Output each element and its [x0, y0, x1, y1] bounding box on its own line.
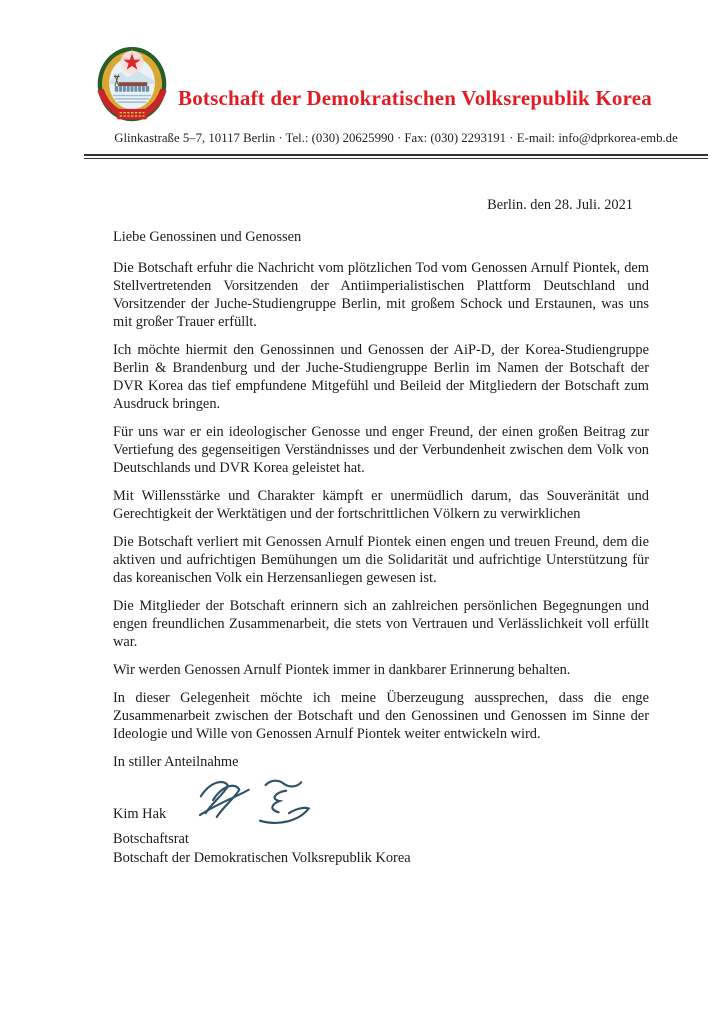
paragraph: Ich möchte hiermit den Genossinnen und Genossen der AiP-D, der Korea-Studiengruppe Berlin & Brandenburg und der Juche-Studiengruppe Berlin im Namen der Botschaft der DVR Korea das tief empfundene Mitgefühl und Beileid der Mitgliedern der Botschaft zum Ausdruck bringen. — [113, 342, 649, 412]
paragraph: Für uns war er ein ideologischer Genosse und enger Freund, der einen großen Beitrag zur Vertiefung des gegenseitigen Verständnisses und der Verbundenheit zwischen dem Volk von Deutschlands und DVR Korea geleistet hat. — [113, 424, 649, 476]
letterhead-divider — [84, 154, 708, 159]
paragraph: Die Mitglieder der Botschaft erinnern sich an zahlreichen persönlichen Begegnungen und engen freundlichen Zusammenarbeit, die stets von Vertrauen und Verlässlichkeit voll erfüllt war. — [113, 598, 649, 650]
paragraph: Die Botschaft erfuhr die Nachricht vom plötzlichen Tod vom Genossen Arnulf Piontek, dem Stellvertretenden Vorsitzenden der Antiimperialistischen Plattform Deutschland und Vorsitzender der Juche-Studiengruppe Berlin, mit großem Schock und Erstaunen, was uns mit großer Trauer erfüllt. — [113, 260, 649, 330]
paragraph: Wir werden Genossen Arnulf Piontek immer in dankbarer Erinnerung behalten. — [113, 662, 571, 678]
paragraph: Die Botschaft verliert mit Genossen Arnulf Piontek einen engen und treuen Freund, dem die aktiven und aufrichtigen Bemühungen um die Solidarität und aufrichtige Unterstützung für das koreanischen Volk ein Herzensanliegen gewesen ist. — [113, 534, 649, 586]
letterhead-title: Botschaft der Demokratischen Volksrepublik Korea — [178, 86, 652, 110]
letter-body — [113, 196, 649, 868]
salutation: Liebe Genossinen und Genossen — [113, 229, 302, 245]
signature-row — [113, 805, 649, 824]
paragraph: Mit Willensstärke und Charakter kämpft er unermüdlich darum, das Souveränität und Gerechtigkeit der Werktätigen und der fortschrittlichen Völkern zu verwirklichen — [113, 488, 649, 522]
handwritten-signature-icon — [191, 771, 327, 831]
signer-organization: Botschaft der Demokratischen Volksrepublik Korea — [113, 850, 411, 866]
letterhead-address: Glinkastraße 5–7, 10117 Berlin · Tel.: (030) 20625990 · Fax: (030) 2293191 · E-mail: info@dprkorea-emb.de — [114, 131, 678, 145]
signer-title: Botschaftsrat — [113, 831, 189, 847]
signature-titles — [113, 830, 649, 868]
dprk-national-emblem-icon — [94, 46, 170, 126]
signer-name: Kim Hak — [113, 806, 167, 822]
closing-formula: In stiller Anteilnahme — [113, 754, 239, 770]
date-line: Berlin. den 28. Juli. 2021 — [487, 197, 633, 213]
paragraph: In dieser Gelegenheit möchte ich meine Überzeugung aussprechen, dass die enge Zusammenarbeit zwischen der Botschaft und den Genossinen und Genossen im Sinne der Ideologie und Wille von Genossen Arnulf Piontek weiter entwickeln wird. — [113, 690, 649, 742]
